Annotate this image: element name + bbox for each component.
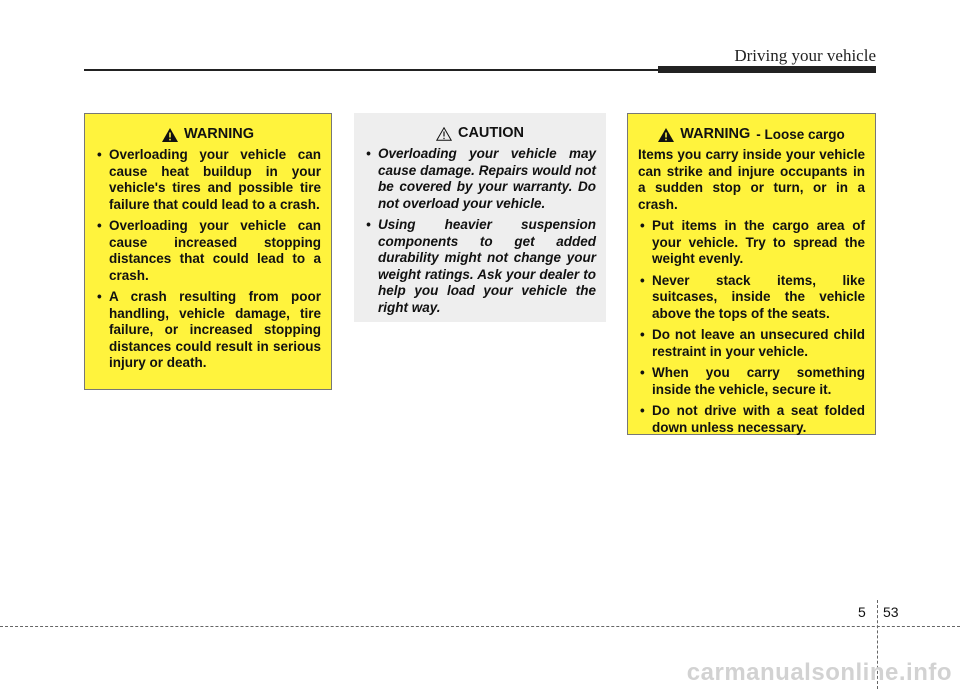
list-item: • Overloading your vehicle can cause heat buildup in your vehicle's tires and possible tire failure that could lead to a crash. [95,147,321,213]
warning-list [638,218,865,436]
list-item: • Do not drive with a seat folded down unless necessary. [638,403,865,436]
list-item: • A crash resulting from poor handling, vehicle damage, tire failure, or increased stopping distances could result in serious injury or death. [95,289,321,372]
list-item: • Do not leave an unsecured child restraint in your vehicle. [638,327,865,360]
list-item: • Never stack items, like suitcases, inside the vehicle above the tops of the seats. [638,273,865,323]
warning-title-text: WARNING [680,126,751,142]
caution-triangle-icon [436,127,452,141]
list-item: • Put items in the cargo area of your vehicle. Try to spread the weight evenly. [638,218,865,268]
warning-box-overloading [84,113,332,390]
warning-title-text: WARNING [183,126,255,142]
footer-dashed-line [0,626,960,627]
caution-title [364,125,596,142]
caution-list [364,146,596,316]
chapter-number: 5 [858,604,866,620]
list-item: • Overloading your vehicle can cause increased stopping distances that could lead to a crash. [95,218,321,284]
list-item: • When you carry something inside the vehicle, secure it. [638,365,865,398]
watermark: carmanualsonline.info [686,659,952,686]
list-item: • Using heavier suspension components to get added durability might not change your weight ratings. Ask your dealer to help you load your vehicle the right way. [364,217,596,316]
warning-box-loose-cargo [627,113,876,435]
list-item: • Overloading your vehicle may cause damage. Repairs would not be covered by your warranty. Do not overload your vehicle. [364,146,596,212]
page-number: 53 [883,604,899,620]
warning-triangle-icon [162,128,178,142]
header-rule-bar [658,66,876,73]
header-rule [84,69,660,71]
warning-intro: Items you carry inside your vehicle can strike and injure occupants in a sudden stop or turn, or in a crash. [638,147,865,212]
warning-title [638,126,865,143]
warning-triangle-icon [658,128,674,142]
warning-title [95,126,321,143]
warning-list [95,147,321,372]
caution-title-text: CAUTION [457,125,525,141]
warning-subtitle: - Loose cargo [756,127,845,142]
caution-box [354,113,606,322]
header-title: Driving your vehicle [734,46,876,65]
